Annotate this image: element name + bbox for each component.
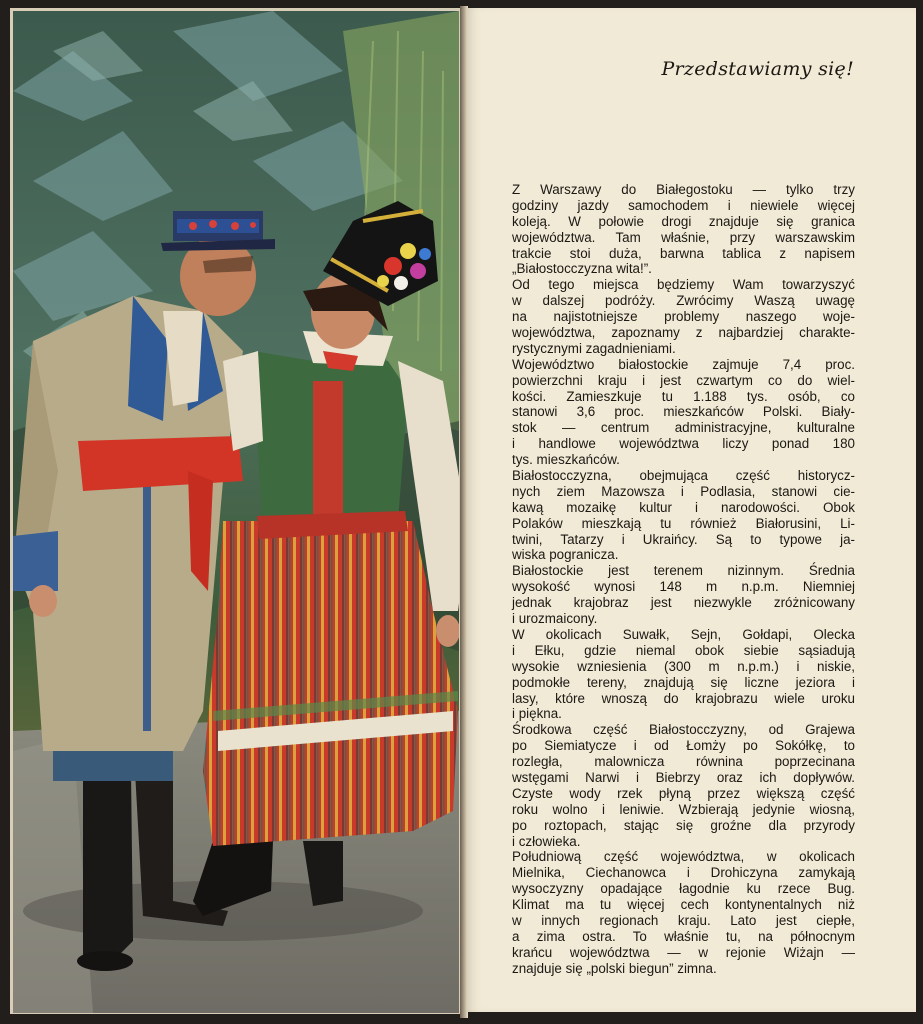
text-line: kości. Zamieszkuje tu 1.188 tys. osób, co (512, 388, 855, 404)
paragraph (512, 722, 855, 849)
text-line: Województwo białostockie zajmuje 7,4 proc. (512, 356, 855, 372)
paragraph (512, 563, 855, 627)
text-line: W okolicach Suwałk, Sejn, Gołdapi, Olecka (512, 626, 855, 642)
text-line: i urozmaicony. (512, 611, 598, 627)
text-line: wysokie wzniesienia (300 m n.p.m.) i niskie, (512, 658, 855, 674)
text-line: Czyste wody rzek płyną przez większą część (512, 785, 855, 801)
text-line: kawą mozaikę kultur i narodowości. Obok (512, 499, 855, 515)
text-line: i Ełku, gdzie niemal obok siebie sąsiadują (512, 642, 855, 658)
folk-costume-photo (13, 11, 459, 1013)
text-line: powierzchni kraju i jest czwartym co do wiel- (512, 372, 855, 388)
text-line: wiska pogranicza. (512, 547, 619, 563)
text-line: w dalszej podróży. Zwrócimy Waszą uwagę (512, 293, 855, 309)
text-line: w innych regionach kraju. Lato jest ciepłe, (512, 912, 855, 928)
text-line: tys. mieszkańców. (512, 452, 620, 468)
text-line: krańcu województwa — w rejonie Wiżajn — (512, 944, 855, 960)
text-line: Od tego miejsca będziemy Wam towarzyszyć (512, 277, 855, 293)
page-heading: Przedstawiamy się! (661, 58, 854, 80)
text-line: roku wolno i leniwie. Wzbierają jedynie wiosną, (512, 801, 855, 817)
text-line: nych ziem Mazowsza i Podlasia, stanowi cie- (512, 483, 855, 499)
paragraph (512, 627, 855, 722)
text-line: Klimat ma tu więcej cech kontynentalnych niż (512, 897, 855, 913)
paragraph (512, 277, 855, 356)
text-line: godziny jazdy samochodem i niewiele więcej (512, 197, 855, 213)
text-line: Z Warszawy do Białegostoku — tylko trzy (512, 182, 855, 197)
text-line: a zima ostra. To właśnie tu, na północnym (512, 928, 855, 944)
text-line: Białostockie jest terenem nizinnym. Średnia (512, 563, 855, 579)
text-line: na najistotniejsze problemy naszego woje- (512, 309, 855, 325)
text-line: województwa, zapoznamy z najbardziej charakte- (512, 325, 855, 341)
text-line: i człowieka. (512, 833, 581, 849)
text-line: po Siemiatycze i od Łomży po Sokółkę, to (512, 738, 855, 754)
text-line: Polaków mieszkają tu również Białorusini, Li- (512, 515, 855, 531)
left-page (10, 8, 462, 1014)
text-line: stok — centrum administracyjne, kulturalne (512, 420, 855, 436)
text-line: „Białostocczyzna wita!”. (512, 261, 652, 277)
text-line: Mielnika, Ciechanowca i Drohiczyna zamykają (512, 865, 855, 881)
text-line: rystycznymi zagadnieniami. (512, 340, 676, 356)
text-line: Południową część województwa, w okolicach (512, 849, 855, 865)
text-line: podmokłe tereny, znajdują się liczne jeziora i (512, 674, 855, 690)
paragraph (512, 182, 855, 277)
text-line: wysoczyzny opadające łagodnie ku rzece Bug. (512, 881, 855, 897)
text-line: i handlowe województwa liczy ponad 180 (512, 436, 855, 452)
paragraph (512, 468, 855, 563)
text-line: Białostocczyzna, obejmująca część historycz- (512, 468, 855, 484)
text-line: trakcie stoi duża, barwna tablica z napisem (512, 245, 855, 261)
text-line: twini, Tatarzy i Ukraińcy. Są to typowe ja- (512, 531, 855, 547)
text-line: lasy, które wnoszą do krajobrazu wiele uroku (512, 690, 855, 706)
text-line: jednak krajobraz jest niezwykle zróżnicowany (512, 595, 855, 611)
text-line: po roztopach, stając się groźne dla przyrody (512, 817, 855, 833)
paragraph (512, 849, 855, 976)
text-line: wstęgami Narwi i Biebrzy oraz ich dopływów. (512, 769, 855, 785)
paragraph (512, 357, 855, 468)
text-line: wysokość wynosi 148 m n.p.m. Niemniej (512, 579, 855, 595)
text-line: rozległa, malownicza równina poprzecinana (512, 754, 855, 770)
text-line: znajduje się „polski biegun” zimna. (512, 960, 717, 976)
text-line: koleją. W połowie drogi znajduje się granica (512, 213, 855, 229)
text-line: województwa. Tam właśnie, przy warszawskim (512, 229, 855, 245)
text-line: Środkowa część Białostocczyzny, od Grajewa (512, 722, 855, 738)
text-line: stanowi 3,6 proc. mieszkańców Polski. Biały- (512, 404, 855, 420)
body-text (512, 182, 855, 977)
text-line: i piękna. (512, 706, 562, 722)
right-page (466, 8, 916, 1012)
